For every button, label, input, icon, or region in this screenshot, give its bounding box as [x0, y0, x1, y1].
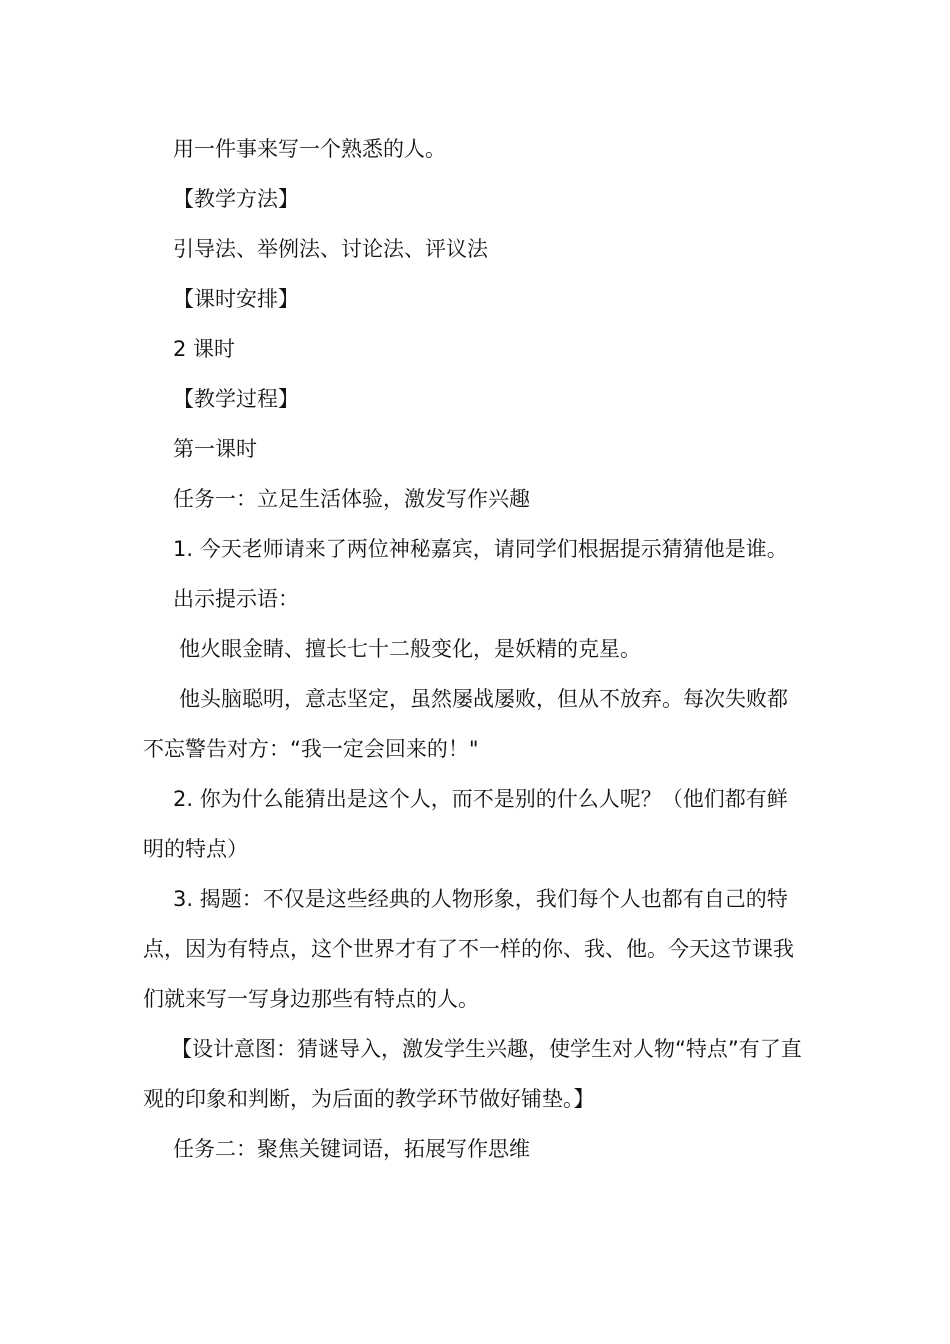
- step-one: 1. 今天老师请来了两位神秘嘉宾，请同学们根据提示猜猜他是谁。: [173, 537, 788, 561]
- task-one-title: 任务一：立足生活体验，激发写作兴趣: [173, 487, 530, 511]
- hint-one: 他火眼金睛、擅长七十二般变化，是妖精的克星。: [179, 637, 641, 661]
- step-two: 2. 你为什么能猜出是这个人，而不是别的什么人呢？（他们都有鲜明的特点）: [143, 787, 788, 861]
- paragraph-class-hours: 2 课时: [173, 337, 236, 361]
- heading-class-schedule: 【课时安排】: [173, 287, 299, 311]
- paragraph-first-lesson: 第一课时: [173, 437, 257, 461]
- heading-teaching-method: 【教学方法】: [173, 187, 299, 211]
- hint-two: 他头脑聪明，意志坚定，虽然屡战屡败，但从不放弃。每次失败都不忘警告对方：“我一定会回来的！": [143, 687, 788, 761]
- paragraph-hint-label: 出示提示语：: [173, 587, 299, 611]
- paragraph-intro: 用一件事来写一个熟悉的人。: [173, 137, 446, 161]
- heading-teaching-process: 【教学过程】: [173, 387, 299, 411]
- document-body: [143, 124, 807, 1174]
- step-three: 3. 揭题：不仅是这些经典的人物形象，我们每个人也都有自己的特点，因为有特点，这个世界才有了不一样的你、我、他。今天这节课我们就来写一写身边那些有特点的人。: [143, 887, 794, 1011]
- design-intent: 【设计意图：猜谜导入，激发学生兴趣，使学生对人物“特点”有了直观的印象和判断，为后面的教学环节做好铺垫。】: [143, 1037, 802, 1111]
- paragraph-methods: 引导法、举例法、讨论法、评议法: [173, 237, 488, 261]
- task-two-title: 任务二：聚焦关键词语，拓展写作思维: [173, 1137, 530, 1161]
